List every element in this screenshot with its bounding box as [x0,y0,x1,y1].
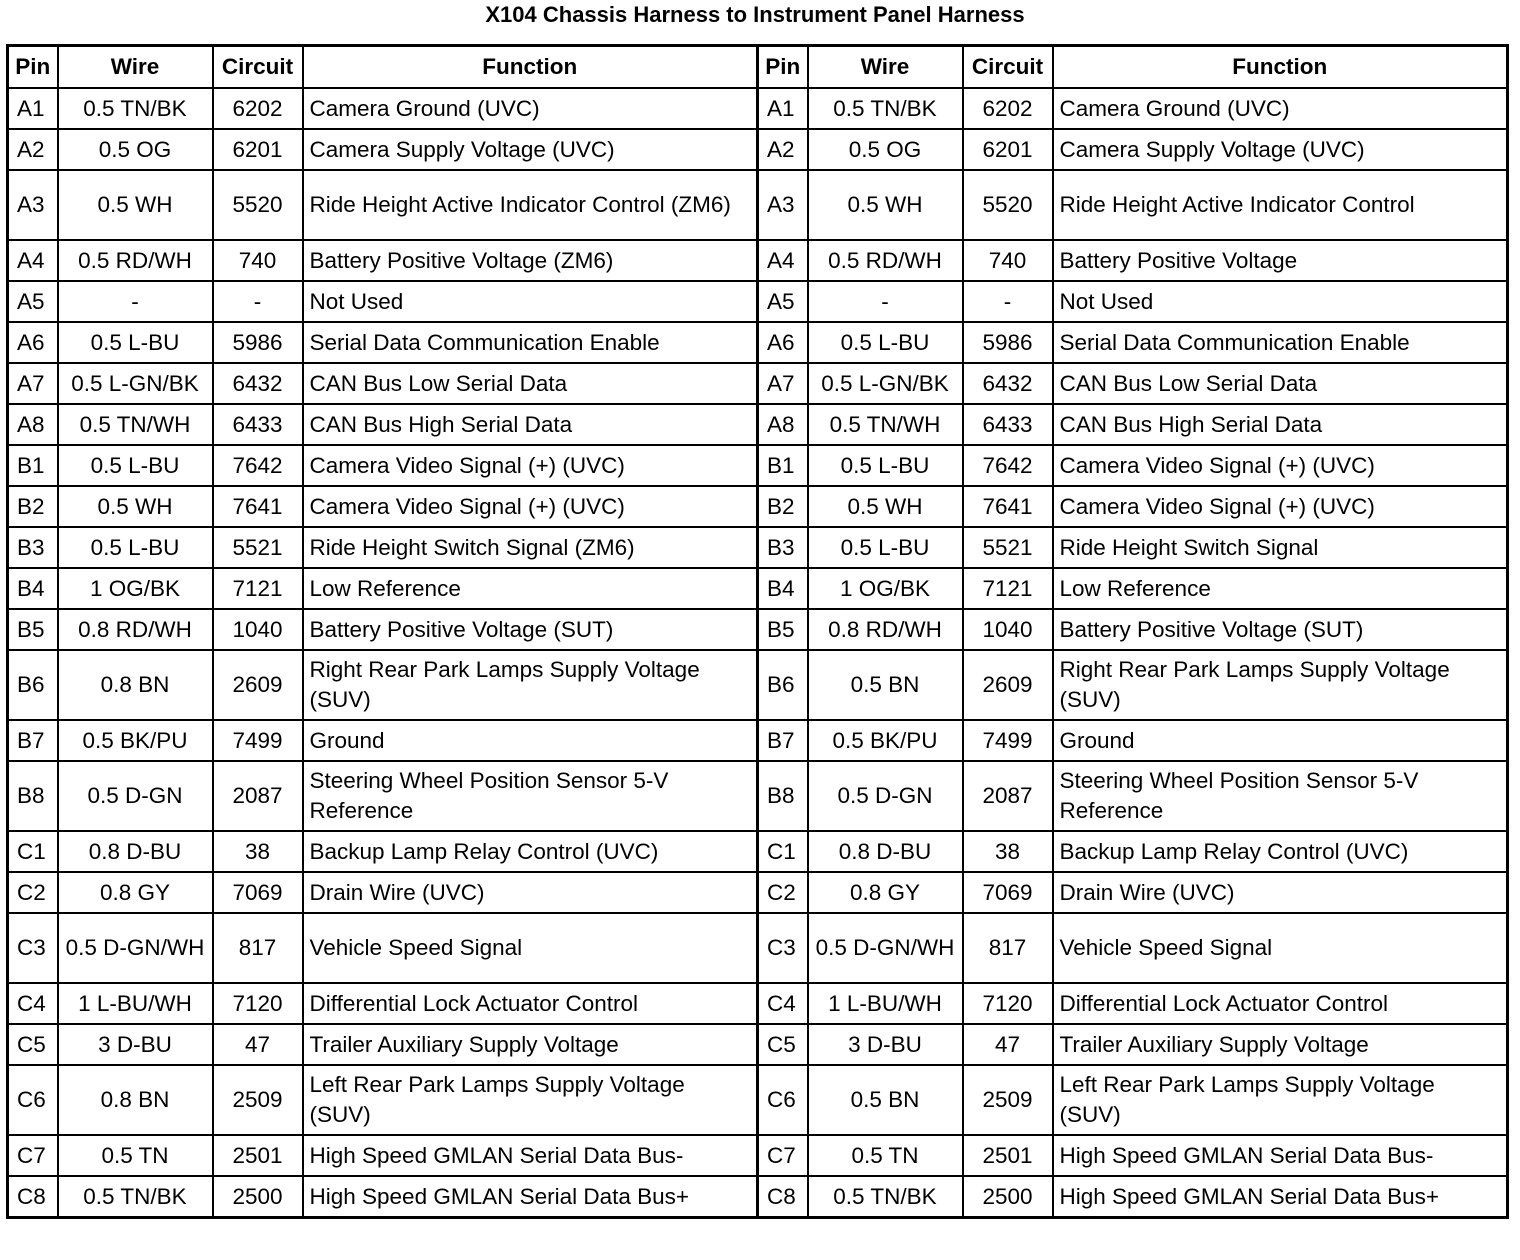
right-pin-cell: A6 [758,322,808,363]
left-pin-cell: A7 [8,363,58,404]
right-circuit-cell: 7069 [963,872,1053,913]
right-function-cell: Backup Lamp Relay Control (UVC) [1053,831,1508,872]
header-pin: Pin [758,46,808,89]
left-circuit-cell: 5520 [213,170,303,240]
right-circuit-cell: 7641 [963,486,1053,527]
left-circuit-cell: 1040 [213,609,303,650]
right-function-cell: Ride Height Switch Signal [1053,527,1508,568]
table-row [8,831,1508,872]
left-circuit-cell: 5521 [213,527,303,568]
right-function-cell: Ground [1053,720,1508,761]
table-row [8,527,1508,568]
left-pin-cell: A4 [8,240,58,281]
right-wire-cell: 0.5 TN/BK [808,1176,963,1218]
right-pin-cell: C2 [758,872,808,913]
table-row [8,322,1508,363]
left-circuit-cell: 2501 [213,1135,303,1176]
left-circuit-cell: 47 [213,1024,303,1065]
left-pin-cell: B8 [8,761,58,831]
left-function-cell: Not Used [303,281,758,322]
right-wire-cell: 3 D-BU [808,1024,963,1065]
left-circuit-cell: 7069 [213,872,303,913]
header-function: Function [1053,46,1508,89]
left-pin-cell: C3 [8,913,58,983]
right-pin-cell: C5 [758,1024,808,1065]
right-function-cell: Ride Height Active Indicator Control [1053,170,1508,240]
left-wire-cell: 0.8 GY [58,872,213,913]
left-wire-cell: 0.5 WH [58,170,213,240]
left-pin-cell: C4 [8,983,58,1024]
right-function-cell: Camera Video Signal (+) (UVC) [1053,445,1508,486]
right-wire-cell: 0.5 TN [808,1135,963,1176]
right-function-cell: High Speed GMLAN Serial Data Bus- [1053,1135,1508,1176]
left-wire-cell: 0.5 OG [58,129,213,170]
left-function-cell: Camera Video Signal (+) (UVC) [303,486,758,527]
right-pin-cell: C7 [758,1135,808,1176]
left-pin-cell: A8 [8,404,58,445]
right-pin-cell: B8 [758,761,808,831]
right-pin-cell: A1 [758,88,808,129]
right-wire-cell: 0.5 BN [808,1065,963,1135]
left-circuit-cell: 6432 [213,363,303,404]
table-row [8,761,1508,831]
right-function-cell: Camera Video Signal (+) (UVC) [1053,486,1508,527]
right-pin-cell: A5 [758,281,808,322]
table-row [8,720,1508,761]
table-row [8,1024,1508,1065]
left-function-cell: Ride Height Active Indicator Control (ZM6) [303,170,758,240]
right-wire-cell: 0.5 L-GN/BK [808,363,963,404]
left-wire-cell: 3 D-BU [58,1024,213,1065]
right-circuit-cell: 2509 [963,1065,1053,1135]
header-row [8,46,1508,89]
left-circuit-cell: 5986 [213,322,303,363]
left-circuit-cell: 2500 [213,1176,303,1218]
right-function-cell: CAN Bus Low Serial Data [1053,363,1508,404]
right-wire-cell: 1 OG/BK [808,568,963,609]
right-function-cell: Steering Wheel Position Sensor 5-V Reference [1053,761,1508,831]
table-row [8,486,1508,527]
right-circuit-cell: 6202 [963,88,1053,129]
left-wire-cell: 0.8 RD/WH [58,609,213,650]
left-function-cell: Trailer Auxiliary Supply Voltage [303,1024,758,1065]
left-pin-cell: A1 [8,88,58,129]
left-function-cell: Camera Video Signal (+) (UVC) [303,445,758,486]
right-pin-cell: B2 [758,486,808,527]
left-function-cell: Low Reference [303,568,758,609]
left-pin-cell: A2 [8,129,58,170]
table-row [8,568,1508,609]
right-circuit-cell: 6201 [963,129,1053,170]
right-circuit-cell: 47 [963,1024,1053,1065]
left-pin-cell: C7 [8,1135,58,1176]
right-wire-cell: 0.5 L-BU [808,322,963,363]
right-circuit-cell: 5986 [963,322,1053,363]
right-wire-cell: 0.5 RD/WH [808,240,963,281]
right-pin-cell: B1 [758,445,808,486]
left-pin-cell: B6 [8,650,58,720]
left-wire-cell: 0.5 L-BU [58,527,213,568]
left-wire-cell: 0.5 TN/WH [58,404,213,445]
left-function-cell: High Speed GMLAN Serial Data Bus- [303,1135,758,1176]
connector-pinout-table [6,44,1509,1219]
right-wire-cell: 0.5 WH [808,486,963,527]
left-circuit-cell: 7499 [213,720,303,761]
left-circuit-cell: 7120 [213,983,303,1024]
right-circuit-cell: 5520 [963,170,1053,240]
left-wire-cell: 1 L-BU/WH [58,983,213,1024]
right-pin-cell: A4 [758,240,808,281]
right-pin-cell: A8 [758,404,808,445]
left-pin-cell: B5 [8,609,58,650]
left-function-cell: Camera Ground (UVC) [303,88,758,129]
right-function-cell: Left Rear Park Lamps Supply Voltage (SUV) [1053,1065,1508,1135]
table-row [8,1065,1508,1135]
right-wire-cell: 0.5 D-GN [808,761,963,831]
right-function-cell: Low Reference [1053,568,1508,609]
table-row [8,129,1508,170]
header-circuit: Circuit [963,46,1053,89]
right-pin-cell: B3 [758,527,808,568]
right-pin-cell: B6 [758,650,808,720]
table-row [8,609,1508,650]
left-function-cell: High Speed GMLAN Serial Data Bus+ [303,1176,758,1218]
right-circuit-cell: 7499 [963,720,1053,761]
right-wire-cell: 0.8 RD/WH [808,609,963,650]
table-row [8,872,1508,913]
left-function-cell: CAN Bus High Serial Data [303,404,758,445]
left-function-cell: Left Rear Park Lamps Supply Voltage (SUV) [303,1065,758,1135]
left-wire-cell: 0.5 L-GN/BK [58,363,213,404]
left-circuit-cell: 2609 [213,650,303,720]
left-pin-cell: B2 [8,486,58,527]
right-circuit-cell: 38 [963,831,1053,872]
right-pin-cell: B7 [758,720,808,761]
left-function-cell: Vehicle Speed Signal [303,913,758,983]
header-pin: Pin [8,46,58,89]
right-circuit-cell: 740 [963,240,1053,281]
right-wire-cell: 0.8 GY [808,872,963,913]
right-function-cell: Vehicle Speed Signal [1053,913,1508,983]
right-wire-cell: 0.5 D-GN/WH [808,913,963,983]
left-circuit-cell: 817 [213,913,303,983]
left-pin-cell: B3 [8,527,58,568]
left-function-cell: Steering Wheel Position Sensor 5-V Reference [303,761,758,831]
right-wire-cell: 0.5 BN [808,650,963,720]
right-pin-cell: B4 [758,568,808,609]
right-function-cell: Camera Ground (UVC) [1053,88,1508,129]
right-circuit-cell: - [963,281,1053,322]
left-pin-cell: C5 [8,1024,58,1065]
right-circuit-cell: 7642 [963,445,1053,486]
left-pin-cell: A5 [8,281,58,322]
right-function-cell: Trailer Auxiliary Supply Voltage [1053,1024,1508,1065]
right-pin-cell: A3 [758,170,808,240]
left-function-cell: Right Rear Park Lamps Supply Voltage (SUV) [303,650,758,720]
right-pin-cell: C3 [758,913,808,983]
right-pin-cell: C4 [758,983,808,1024]
right-pin-cell: C8 [758,1176,808,1218]
table-row [8,913,1508,983]
table-row [8,983,1508,1024]
left-wire-cell: 0.5 TN/BK [58,1176,213,1218]
right-wire-cell: 0.8 D-BU [808,831,963,872]
left-wire-cell: - [58,281,213,322]
right-function-cell: Right Rear Park Lamps Supply Voltage (SUV) [1053,650,1508,720]
left-function-cell: Differential Lock Actuator Control [303,983,758,1024]
table-row [8,281,1508,322]
right-wire-cell: 1 L-BU/WH [808,983,963,1024]
left-pin-cell: C1 [8,831,58,872]
right-pin-cell: A2 [758,129,808,170]
left-wire-cell: 0.8 BN [58,650,213,720]
left-wire-cell: 0.8 D-BU [58,831,213,872]
right-circuit-cell: 6433 [963,404,1053,445]
left-circuit-cell: 6433 [213,404,303,445]
right-function-cell: Battery Positive Voltage (SUT) [1053,609,1508,650]
right-circuit-cell: 5521 [963,527,1053,568]
right-pin-cell: C1 [758,831,808,872]
right-wire-cell: 0.5 TN/WH [808,404,963,445]
table-row [8,88,1508,129]
left-circuit-cell: 2509 [213,1065,303,1135]
right-function-cell: Camera Supply Voltage (UVC) [1053,129,1508,170]
right-wire-cell: - [808,281,963,322]
left-pin-cell: C8 [8,1176,58,1218]
header-circuit: Circuit [213,46,303,89]
left-pin-cell: B7 [8,720,58,761]
right-circuit-cell: 2087 [963,761,1053,831]
left-circuit-cell: - [213,281,303,322]
right-wire-cell: 0.5 WH [808,170,963,240]
right-function-cell: Drain Wire (UVC) [1053,872,1508,913]
right-function-cell: High Speed GMLAN Serial Data Bus+ [1053,1176,1508,1218]
left-wire-cell: 0.5 RD/WH [58,240,213,281]
left-wire-cell: 1 OG/BK [58,568,213,609]
left-pin-cell: B1 [8,445,58,486]
left-circuit-cell: 6202 [213,88,303,129]
left-circuit-cell: 38 [213,831,303,872]
left-wire-cell: 0.5 WH [58,486,213,527]
left-wire-cell: 0.5 BK/PU [58,720,213,761]
left-circuit-cell: 7121 [213,568,303,609]
table-row [8,240,1508,281]
left-circuit-cell: 740 [213,240,303,281]
table-row [8,170,1508,240]
right-circuit-cell: 817 [963,913,1053,983]
right-wire-cell: 0.5 TN/BK [808,88,963,129]
left-pin-cell: C2 [8,872,58,913]
left-wire-cell: 0.5 TN/BK [58,88,213,129]
right-circuit-cell: 1040 [963,609,1053,650]
table-row [8,1176,1508,1218]
left-function-cell: Drain Wire (UVC) [303,872,758,913]
left-function-cell: Ground [303,720,758,761]
table-row [8,1135,1508,1176]
left-pin-cell: B4 [8,568,58,609]
right-wire-cell: 0.5 BK/PU [808,720,963,761]
table-row [8,363,1508,404]
left-pin-cell: A3 [8,170,58,240]
left-function-cell: Backup Lamp Relay Control (UVC) [303,831,758,872]
right-circuit-cell: 2500 [963,1176,1053,1218]
left-circuit-cell: 6201 [213,129,303,170]
right-function-cell: Differential Lock Actuator Control [1053,983,1508,1024]
left-circuit-cell: 7641 [213,486,303,527]
right-function-cell: CAN Bus High Serial Data [1053,404,1508,445]
right-circuit-cell: 6432 [963,363,1053,404]
left-pin-cell: A6 [8,322,58,363]
left-circuit-cell: 2087 [213,761,303,831]
document-title: X104 Chassis Harness to Instrument Panel Harness [485,2,1025,27]
right-circuit-cell: 2501 [963,1135,1053,1176]
right-wire-cell: 0.5 L-BU [808,445,963,486]
right-function-cell: Battery Positive Voltage [1053,240,1508,281]
left-wire-cell: 0.8 BN [58,1065,213,1135]
right-circuit-cell: 2609 [963,650,1053,720]
left-wire-cell: 0.5 D-GN/WH [58,913,213,983]
left-function-cell: Serial Data Communication Enable [303,322,758,363]
header-wire: Wire [58,46,213,89]
table-row [8,404,1508,445]
left-function-cell: Battery Positive Voltage (SUT) [303,609,758,650]
table-row [8,445,1508,486]
left-wire-cell: 0.5 L-BU [58,322,213,363]
right-function-cell: Serial Data Communication Enable [1053,322,1508,363]
left-function-cell: Camera Supply Voltage (UVC) [303,129,758,170]
right-wire-cell: 0.5 L-BU [808,527,963,568]
right-pin-cell: A7 [758,363,808,404]
header-function: Function [303,46,758,89]
header-wire: Wire [808,46,963,89]
table-row [8,650,1508,720]
right-function-cell: Not Used [1053,281,1508,322]
left-wire-cell: 0.5 L-BU [58,445,213,486]
left-function-cell: Battery Positive Voltage (ZM6) [303,240,758,281]
right-pin-cell: C6 [758,1065,808,1135]
left-circuit-cell: 7642 [213,445,303,486]
right-circuit-cell: 7120 [963,983,1053,1024]
right-circuit-cell: 7121 [963,568,1053,609]
left-function-cell: CAN Bus Low Serial Data [303,363,758,404]
right-pin-cell: B5 [758,609,808,650]
left-wire-cell: 0.5 TN [58,1135,213,1176]
left-wire-cell: 0.5 D-GN [58,761,213,831]
right-wire-cell: 0.5 OG [808,129,963,170]
left-pin-cell: C6 [8,1065,58,1135]
left-function-cell: Ride Height Switch Signal (ZM6) [303,527,758,568]
